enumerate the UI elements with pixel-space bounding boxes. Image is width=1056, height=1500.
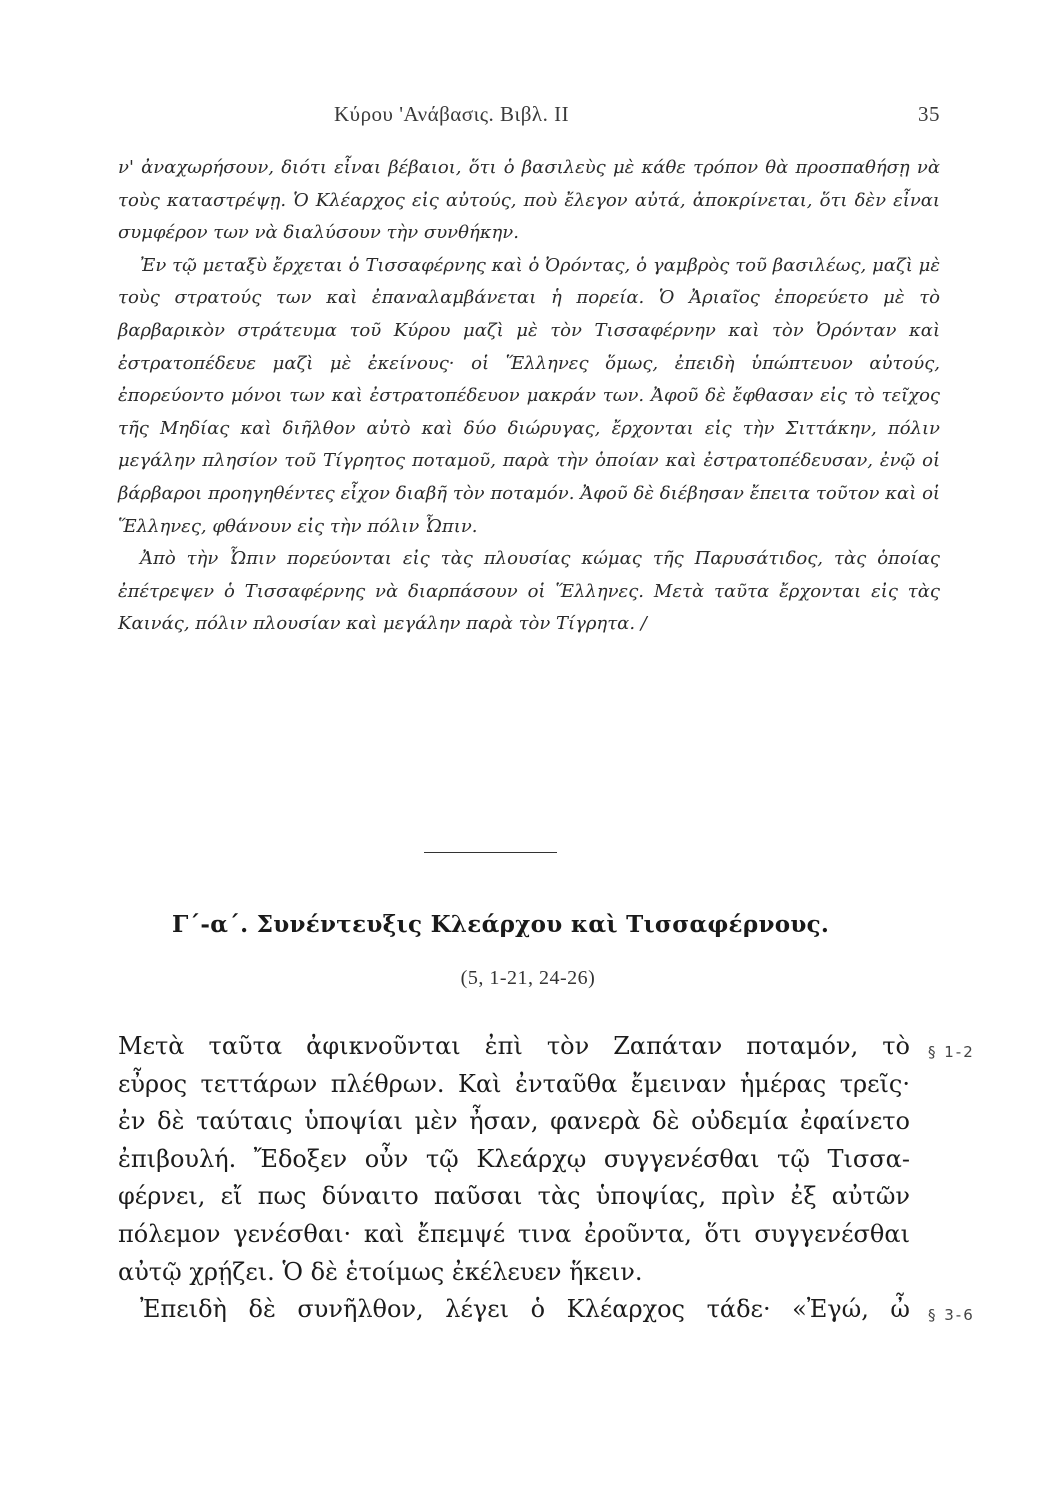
text-line: πόλεμον γενέσθαι· καὶ ἔπεμψέ τινα ἐροῦντα, ὅτι συγγενέσθαι (118, 1219, 910, 1248)
section-divider (424, 852, 557, 853)
running-head (120, 102, 940, 132)
margin-section-note: § 1-2 (928, 1043, 975, 1061)
text-line: Ἐπειδὴ δὲ συνῆλθον, λέγει ὁ Κλέαρχος τάδε· «Ἐγώ, ὦ (140, 1295, 910, 1324)
text-line: ἐν δὲ ταύταις ὑποψίαι μὲν ἦσαν, φανερὰ δὲ οὐδεμία ἐφαίνετο (118, 1107, 910, 1136)
ancient-greek-text (118, 1028, 910, 1329)
translation-paragraph: Ἀπὸ τὴν Ὦπιν πορεύονται εἰς τὰς πλουσίας κώμας τῆς Παρυσάτιδος, τὰς ὁποίας ἐπέτρεψεν ὁ Τισσαφέρνης νὰ διαρπάσουν οἱ Ἕλληνες. Μετὰ ταῦτα ἔρχονται εἰς τὰς Καινάς, πόλιν πλουσίαν καὶ μεγάλην παρὰ τὸν Τίγρητα. / (118, 548, 940, 635)
translation-paragraph: ν' ἀναχωρήσουν, διότι εἶναι βέβαιοι, ὅτι ὁ βασιλεὺς μὲ κάθε τρόπον θὰ προσπαθήσῃ νὰ τοὺς καταστρέψῃ. Ὁ Κλέαρχος εἰς αὐτούς, ποὺ ἔλεγον αὐτά, ἀποκρίνεται, ὅτι δὲν εἶναι συμφέρον των νὰ διαλύσουν τὴν συνθήκην. (118, 157, 940, 244)
text-line: ἐπιβουλή. Ἔδοξεν οὖν τῷ Κλεάρχῳ συγγενέσθαι τῷ Τισσα- (118, 1144, 910, 1173)
running-head-title: Κύρου 'Ανάβασις. Βιβλ. ΙΙ (334, 102, 570, 126)
margin-section-note: § 3-6 (928, 1306, 975, 1324)
modern-greek-translation (118, 152, 940, 641)
text-line: εὖρος τεττάρων πλέθρων. Καὶ ἐνταῦθα ἔμειναν ἡμέρας τρεῖς· (118, 1069, 910, 1098)
translation-paragraph: Ἐν τῷ μεταξὺ ἔρχεται ὁ Τισσαφέρνης καὶ ὁ Ὀρόντας, ὁ γαμβρὸς τοῦ βασιλέως, μαζὶ μὲ τοὺς στρατούς των καὶ ἐπαναλαμβάνεται ἡ πορεία. Ὁ Ἀριαῖος ἐπορεύετο μὲ τὸ βαρβαρικὸν στράτευμα τοῦ Κύρου μαζὶ μὲ τὸν Τισσαφέρνην καὶ τὸν Ὀρόνταν καὶ ἐστρατοπέδευε μαζὶ μὲ ἐκείνους· οἱ Ἕλληνες ὅμως, ἐπειδὴ ὑπώπτευον αὐτούς, ἐπορεύοντο μόνοι των καὶ ἐστρατοπέδευον μακράν των. Ἀφοῦ δὲ ἔφθασαν εἰς τὸ τεῖχος τῆς Μηδίας καὶ διῆλθον αὐτὸ καὶ δύο διώρυγας, ἔρχονται εἰς τὴν Σιττάκην, πόλιν μεγάλην πλησίον τοῦ Τίγρητος ποταμοῦ, παρὰ τὴν ὁποίαν καὶ ἐστρατοπέδευσαν, ἐνῷ οἱ βάρβαροι προηγηθέντες εἶχον διαβῆ τὸν ποταμόν. Ἀφοῦ δὲ διέβησαν ἔπειτα τοῦτον καὶ οἱ Ἕλληνες, φθάνουν εἰς τὴν πόλιν Ὦπιν. (118, 254, 940, 537)
section-reference: (5, 1-21, 24-26) (460, 967, 596, 989)
text-line: Μετὰ ταῦτα ἀφικνοῦνται ἐπὶ τὸν Ζαπάταν ποταμόν, τὸ (118, 1032, 910, 1060)
page-number: 35 (918, 102, 940, 126)
section-heading: Γ΄-α΄. Συνέντευξις Κλεάρχου καὶ Τισσαφέρνους. (172, 911, 830, 938)
text-line: φέρνει, εἴ πως δύναιτο παῦσαι τὰς ὑποψίας, πρὶν ἐξ αὐτῶν (118, 1182, 910, 1211)
text-line: αὐτῷ χρῄζει. Ὁ δὲ ἑτοίμως ἐκέλευεν ἥκειν. (118, 1257, 643, 1286)
